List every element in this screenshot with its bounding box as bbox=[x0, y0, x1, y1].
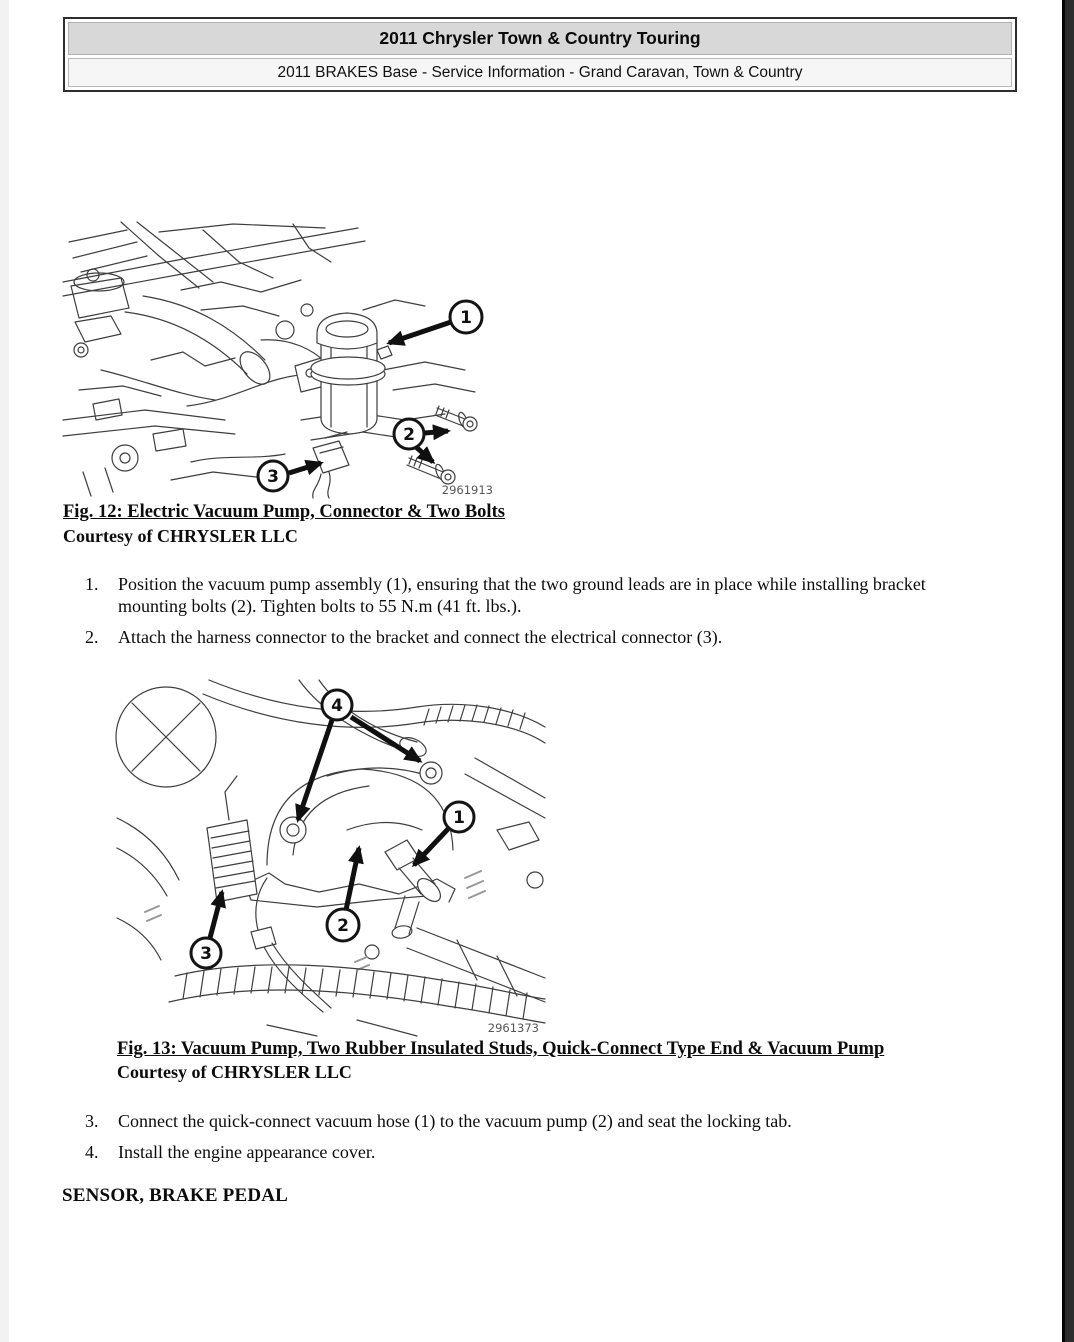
callout-3-label: 3 bbox=[267, 467, 279, 487]
fig12-caption: Fig. 12: Electric Vacuum Pump, Connector & Two Bolts bbox=[63, 502, 505, 522]
callout-1-label: 1 bbox=[453, 808, 465, 828]
callout-2-badge bbox=[394, 419, 424, 449]
fig13-diagram bbox=[117, 680, 545, 1036]
callout-3-badge bbox=[258, 461, 288, 491]
step-item bbox=[85, 573, 998, 617]
callout-1-label: 1 bbox=[460, 308, 472, 328]
callout-3-label: 3 bbox=[200, 944, 212, 964]
fig12-diagram bbox=[63, 222, 497, 498]
step-item bbox=[85, 1110, 998, 1132]
step-text: Connect the quick-connect vacuum hose (1) to the vacuum pump (2) and seat the locking tab. bbox=[118, 1111, 792, 1131]
fig12-courtesy: Courtesy of CHRYSLER LLC bbox=[63, 526, 298, 546]
right-edge-bar bbox=[1062, 0, 1074, 1342]
step-number: 4. bbox=[85, 1142, 99, 1162]
section-heading-sensor-brake-pedal: SENSOR, BRAKE PEDAL bbox=[62, 1185, 289, 1206]
callout-3-badge bbox=[191, 938, 221, 968]
callout-2-label: 2 bbox=[337, 916, 349, 936]
installation-steps-fig12 bbox=[85, 573, 998, 657]
engine-linework bbox=[63, 222, 475, 496]
step-text: Position the vacuum pump assembly (1), ensuring that the two ground leads are in place while installing bracket mounting bolts (2). Tighten bolts to 55 N.m (41 ft. lbs.). bbox=[118, 574, 926, 616]
callout-1-badge bbox=[444, 802, 474, 832]
callout-4-label: 4 bbox=[331, 696, 343, 716]
bracket-drawing bbox=[207, 776, 257, 902]
step-item bbox=[85, 626, 998, 648]
hose-and-tie-drawing bbox=[169, 878, 545, 1036]
step-number: 1. bbox=[85, 574, 99, 594]
vehicle-title: 2011 Chrysler Town & Country Touring bbox=[68, 22, 1012, 55]
step-number: 3. bbox=[85, 1111, 99, 1131]
quick-connect-drawing bbox=[385, 840, 445, 940]
callout-2-badge bbox=[327, 909, 359, 941]
document-breadcrumb: 2011 BRAKES Base - Service Information - Grand Caravan, Town & Country bbox=[68, 58, 1012, 87]
fig13-caption: Fig. 13: Vacuum Pump, Two Rubber Insulated Studs, Quick-Connect Type End & Vacuum Pump bbox=[117, 1039, 885, 1059]
step-text: Attach the harness connector to the bracket and connect the electrical connector (3). bbox=[118, 627, 723, 647]
header-table bbox=[63, 17, 1017, 92]
step-number: 2. bbox=[85, 627, 99, 647]
fig13-courtesy: Courtesy of CHRYSLER LLC bbox=[117, 1062, 352, 1082]
fig12-image-number: 2961913 bbox=[441, 483, 493, 497]
callout-4-badge bbox=[322, 690, 352, 720]
step-text: Install the engine appearance cover. bbox=[118, 1142, 376, 1162]
step-item bbox=[85, 1141, 998, 1163]
vacuum-pump-drawing bbox=[295, 313, 392, 434]
callout-1-badge bbox=[450, 301, 482, 333]
fig13-image-number: 2961373 bbox=[487, 1021, 539, 1035]
installation-steps-fig13 bbox=[85, 1110, 998, 1172]
callout-2-label: 2 bbox=[403, 425, 415, 445]
left-page-margin bbox=[0, 0, 9, 1342]
